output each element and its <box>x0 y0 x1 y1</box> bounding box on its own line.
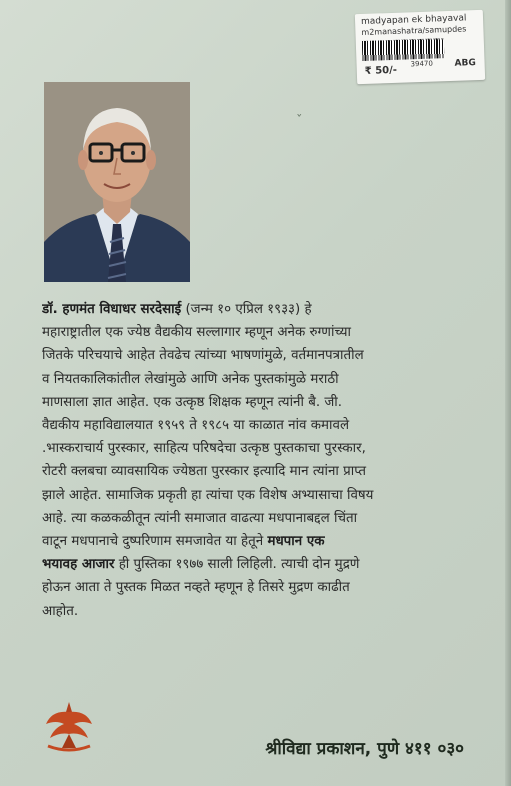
bio-line: व नियतकालिकांतील लेखांमुळे आणि अनेक पुस्तकांमुळे मराठी <box>42 371 339 387</box>
bio-line: आहे. त्या कळकळीतून त्यांनी समाजात वाढत्या मधपानाबद्दल चिंता <box>42 510 358 526</box>
bio-line: होऊन आता ते पुस्तक मिळत नव्हते म्हणून हे तिसरे मुद्रण काढीत <box>42 580 350 596</box>
bio-line: महाराष्ट्रातील एक ज्येष्ठ वैद्यकीय सल्लागार म्हणून अनेक रुग्णांच्या <box>42 325 351 341</box>
book-title: भयावह आजार <box>42 557 115 573</box>
bio-line: वैद्यकीय महाविद्यालयात १९५९ ते १९८५ या काळात नांव कमावले <box>42 418 350 434</box>
bio-line: आहोत. <box>42 603 79 619</box>
sticker-subtitle: m2manashatra/samupdes <box>361 24 467 38</box>
bio-line: जितके परिचयाचे आहेत तेवढेच त्यांच्या भाषणांमुळे, वर्तमानपत्रातील <box>42 348 364 364</box>
sticker-code: 39470 <box>410 59 434 69</box>
sticker-title: madyapan ek bhayaval <box>360 13 467 28</box>
sticker-price: ₹ 50/- <box>364 64 398 77</box>
stray-mark: ˇ <box>296 114 303 129</box>
bio-line: भयावह आजार ही पुस्तिका १९७७ साली लिहिली. त्याची दोन मुद्रणे <box>42 557 360 573</box>
author-bio <box>42 298 474 623</box>
price-sticker <box>355 10 485 84</box>
bio-line: माणसाला ज्ञात आहेत. एक उत्कृष्ठ शिक्षक म्हणून त्यांनी बै. जी. <box>42 394 343 410</box>
publisher-logo-icon <box>42 694 96 752</box>
sticker-tag: ABG <box>454 58 476 69</box>
author-portrait-icon <box>44 82 190 282</box>
bio-line: .भास्कराचार्य पुरस्कार, साहित्य परिषदेचा उत्कृष्ठ पुस्तकाचा पुरस्कार, <box>42 441 366 457</box>
author-photo <box>44 82 190 282</box>
barcode-icon <box>362 38 445 61</box>
book-title: मधपान एक <box>267 534 325 550</box>
bio-line: वाटून मधपानाचे दुष्परिणाम समजावेत या हेतूने मधपान एक <box>42 534 325 550</box>
bio-line: डॉ. हणमंत विधाधर सरदेसाई (जन्म १० एप्रिल १९३३) हे <box>42 302 312 317</box>
bio-line: झाले आहेत. सामाजिक प्रकृती हा त्यांचा एक विशेष अभ्यासाचा विषय <box>42 487 374 503</box>
publisher-name: श्रीविद्या प्रकाशन, पुणे ४११ ०३० <box>265 739 464 759</box>
cover-edge <box>505 0 511 786</box>
author-name: डॉ. हणमंत विधाधर सरदेसाई <box>42 302 182 317</box>
bio-line: रोटरी क्लबचा व्यावसायिक ज्येष्ठता पुरस्कार इत्यादि मान त्यांना प्राप्त <box>42 464 366 480</box>
